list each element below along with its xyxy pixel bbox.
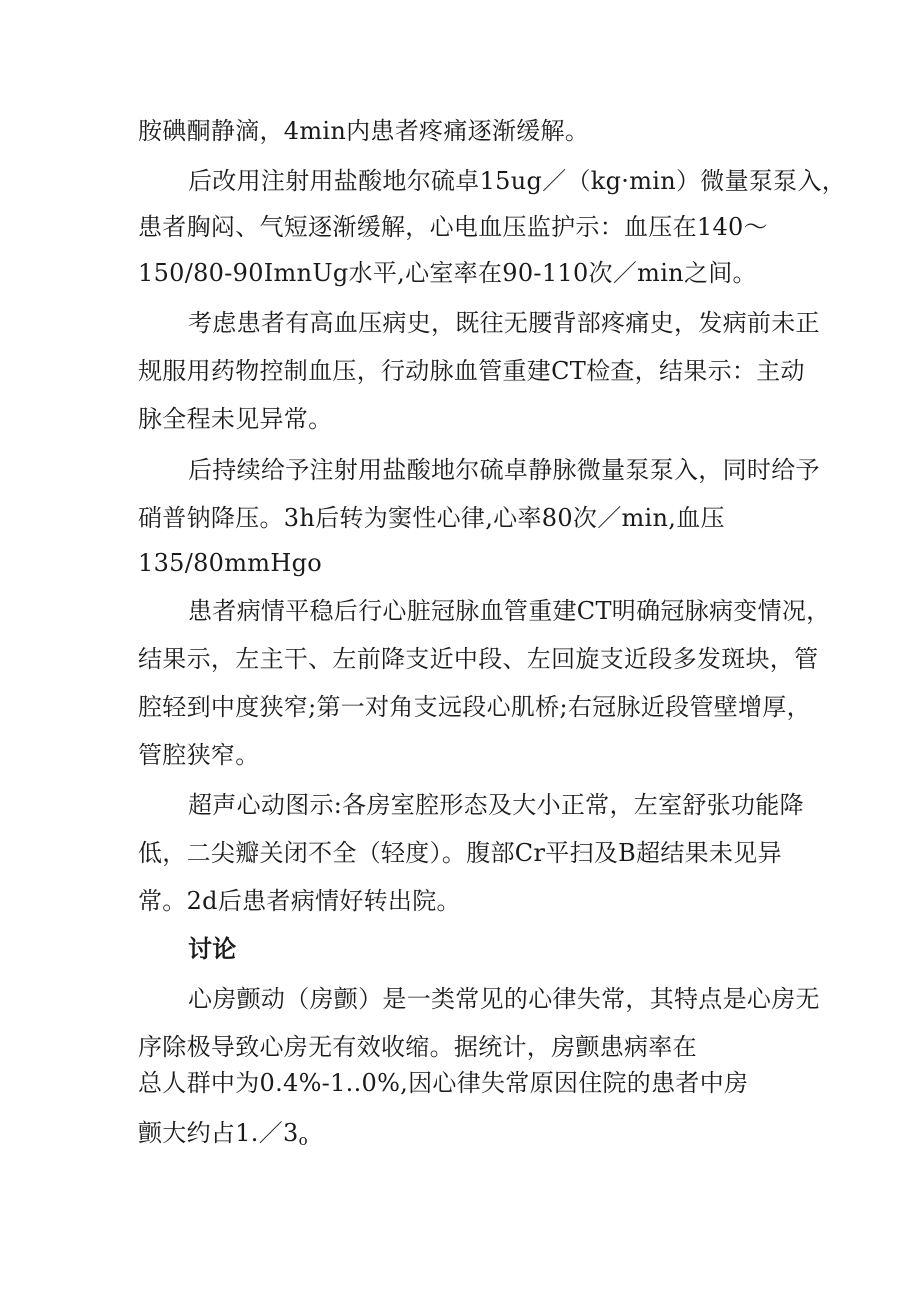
section-heading: 讨论 [188, 934, 237, 963]
text-line-17: 常。2d后患者病情好转出院。 [138, 887, 461, 915]
text-line-7: 脉全程未见异常。 [138, 405, 333, 433]
text-line-9: 硝普钠降压。3h后转为窦性心律,心率80次／min,血压 [138, 504, 725, 532]
text-line-6: 规服用药物控制血压，行动脉血管重建CT检查，结果示：主动 [138, 357, 805, 385]
text-line-13: 腔轻到中度狭窄;第一对角支远段心肌桥;右冠脉近段管壁增厚， [138, 693, 811, 721]
text-line-19: 序除极导致心房无有效收缩。据统计，房颤患病率在 [138, 1033, 697, 1061]
text-line-14: 管腔狭窄。 [138, 741, 260, 769]
text-line-2: 后改用注射用盐酸地尔硫卓15ug／（kg·min）微量泵泵入， [188, 167, 847, 195]
text-line-8: 后持续给予注射用盐酸地尔硫卓静脉微量泵泵入，同时给予 [188, 456, 820, 484]
text-line-4: 150/80-90ImnUg水平,心室率在90-110次／min之间。 [138, 259, 757, 287]
text-line-5: 考虑患者有高血压病史，既往无腰背部疼痛史，发病前未正 [188, 309, 820, 337]
text-line-3: 患者胸闷、气短逐渐缓解，心电血压监护示：血压在140～ [138, 213, 768, 241]
text-line-16: 低，二尖瓣关闭不全（轻度）。腹部Cr平扫及B超结果未见异 [138, 839, 782, 867]
text-line-21-subscript: o [298, 1131, 308, 1149]
text-line-12: 结果示，左主干、左前降支近中段、左回旋支近段多发斑块，管 [138, 645, 819, 673]
text-line-1: 胺碘酮静滴，4min内患者疼痛逐渐缓解。 [138, 117, 590, 145]
text-line-10: 135/80mmHgo [138, 549, 322, 577]
text-line-11: 患者病情平稳后行心脏冠脉血管重建CT明确冠脉病变情况， [188, 597, 831, 625]
text-line-20: 总人群中为0.4%-1..0%,因心律失常原因住院的患者中房 [138, 1069, 749, 1097]
text-line-15: 超声心动图示:各房室腔形态及大小正常，左室舒张功能降 [188, 791, 804, 819]
text-line-21 [138, 1118, 308, 1155]
text-line-18: 心房颤动（房颤）是一类常见的心律失常，其特点是心房无 [188, 985, 820, 1013]
text-line-21-main: 颤大约占1.／3 [138, 1119, 299, 1147]
